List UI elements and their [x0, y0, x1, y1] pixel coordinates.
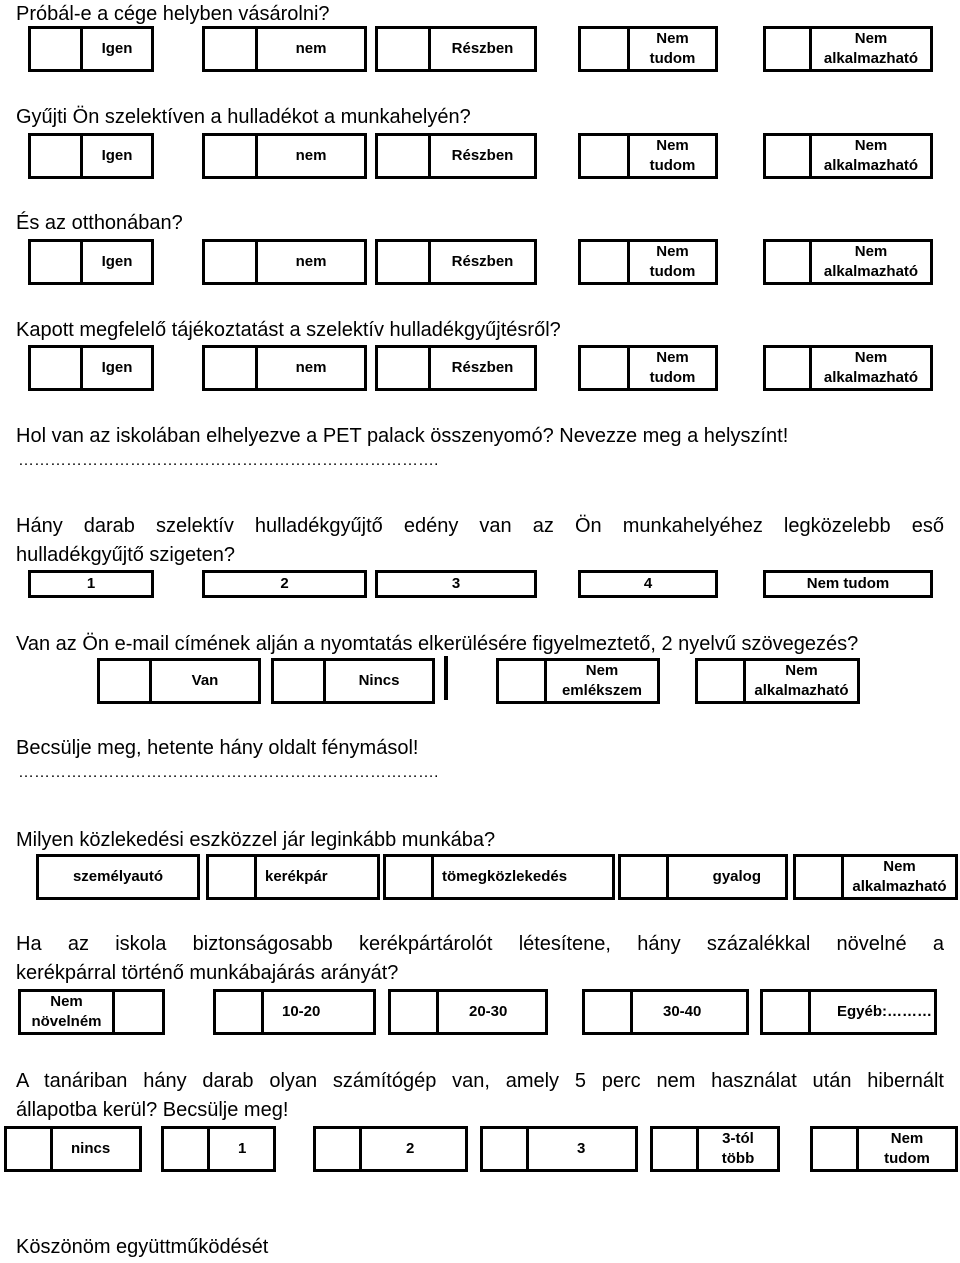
option-label: 20-30 [469, 1003, 508, 1020]
checkbox[interactable] [31, 348, 83, 388]
option-label: Van [191, 672, 219, 689]
checkbox[interactable] [766, 136, 812, 176]
option-nem-alkalmazhato[interactable] [763, 239, 933, 285]
question-9: Milyen közlekedési eszközzel jár leginkább munkába? [16, 829, 496, 851]
option-nem-tudom[interactable] [578, 133, 718, 179]
question-6-line-2: hulladékgyűjtő szigeten? [16, 544, 236, 566]
option-label: nincs [71, 1140, 111, 1157]
checkbox[interactable] [766, 348, 812, 388]
checkbox[interactable] [378, 242, 431, 282]
checkbox[interactable] [766, 29, 812, 69]
option-reszben[interactable] [375, 133, 537, 179]
option-label: Nem tudom [649, 30, 696, 67]
option-label: 10-20 [282, 1003, 321, 1020]
option-label: Nem tudom [884, 1130, 930, 1167]
option-nem-alkalmazhato[interactable] [793, 854, 958, 900]
option-tomegkozlekedes[interactable] [383, 854, 615, 900]
option-szemelyauto[interactable] [36, 854, 200, 900]
option-label: Nem tudom [806, 575, 890, 592]
option-igen[interactable] [28, 345, 154, 391]
option-1[interactable] [28, 570, 154, 598]
divider [444, 656, 448, 700]
question-8: Becsülje meg, hetente hány oldalt fénymásol! [16, 737, 419, 759]
checkbox[interactable] [621, 857, 669, 897]
option-egyeb[interactable] [760, 989, 937, 1035]
question-6-line-1: Hány darab szelektív hulladékgyűjtő edény van az Ön munkahelyéhez legközelebb eső [16, 515, 944, 537]
option-nem-tudom[interactable] [578, 26, 718, 72]
option-label: Igen [101, 359, 133, 376]
checkbox[interactable] [391, 992, 439, 1032]
question-2: Gyűjti Ön szelektíven a hulladékot a munkahelyén? [16, 106, 471, 128]
checkbox[interactable] [499, 661, 547, 701]
option-nem-tudom[interactable] [578, 239, 718, 285]
checkbox[interactable] [112, 992, 162, 1032]
checkbox[interactable] [585, 992, 633, 1032]
checkbox[interactable] [763, 992, 811, 1032]
option-igen[interactable] [28, 26, 154, 72]
option-2[interactable] [313, 1126, 468, 1172]
option-igen[interactable] [28, 239, 154, 285]
checkbox[interactable] [164, 1129, 210, 1169]
checkbox[interactable] [7, 1129, 53, 1169]
option-label: Részben [451, 40, 514, 57]
option-2[interactable] [202, 570, 367, 598]
option-label: nem [295, 147, 327, 164]
checkbox[interactable] [205, 29, 258, 69]
option-nem-alkalmazhato[interactable] [763, 133, 933, 179]
checkbox[interactable] [31, 29, 83, 69]
option-label: 3 [577, 1140, 586, 1157]
option-label: 1 [238, 1140, 247, 1157]
option-label: 4 [643, 575, 653, 592]
checkbox[interactable] [205, 136, 258, 176]
checkbox[interactable] [653, 1129, 699, 1169]
question-4: Kapott megfelelő tájékoztatást a szelektív hulladékgyűjtésről? [16, 319, 561, 341]
closing-text: Köszönöm együttműködését [16, 1236, 269, 1258]
option-label: kerékpár [265, 868, 328, 885]
checkbox[interactable] [581, 136, 630, 176]
answer-line[interactable]: ……………………………………………………………………. [18, 452, 439, 469]
option-nem-tudom[interactable] [578, 345, 718, 391]
option-label: Nem alkalmazható [823, 243, 919, 280]
checkbox[interactable] [378, 29, 431, 69]
option-label: 1 [86, 575, 96, 592]
option-label: Részben [451, 253, 514, 270]
option-3[interactable] [375, 570, 537, 598]
option-reszben[interactable] [375, 239, 537, 285]
question-1: Próbál-e a cége helyben vásárolni? [16, 3, 330, 25]
option-label: Nem alkalmazható [823, 137, 919, 174]
option-label: gyalog [712, 868, 761, 885]
checkbox[interactable] [274, 661, 326, 701]
checkbox[interactable] [581, 29, 630, 69]
checkbox[interactable] [386, 857, 434, 897]
checkbox[interactable] [581, 242, 630, 282]
option-label: Igen [101, 253, 133, 270]
checkbox[interactable] [378, 136, 431, 176]
option-nincs[interactable] [4, 1126, 142, 1172]
option-4[interactable] [578, 570, 718, 598]
option-reszben[interactable] [375, 26, 537, 72]
option-nem-novelnem[interactable] [18, 989, 165, 1035]
option-nem-alkalmazhato[interactable] [695, 658, 860, 704]
option-10-20[interactable] [213, 989, 376, 1035]
option-nem[interactable] [202, 26, 367, 72]
question-3: És az otthonában? [16, 212, 183, 234]
option-label: Nem tudom [649, 349, 696, 386]
option-nem-tudom[interactable] [810, 1126, 958, 1172]
option-3[interactable] [480, 1126, 638, 1172]
option-1[interactable] [161, 1126, 276, 1172]
checkbox[interactable] [205, 242, 258, 282]
checkbox[interactable] [216, 992, 264, 1032]
checkbox[interactable] [766, 242, 812, 282]
option-van[interactable] [97, 658, 261, 704]
checkbox[interactable] [698, 661, 746, 701]
option-label: Egyéb:……… [837, 1003, 933, 1020]
option-label: 3-tól több [721, 1130, 755, 1167]
option-nem-tudom[interactable] [763, 570, 933, 598]
option-nem-alkalmazhato[interactable] [763, 26, 933, 72]
option-nem-alkalmazhato[interactable] [763, 345, 933, 391]
option-label: 2 [280, 575, 289, 592]
option-label: tömegközlekedés [442, 868, 568, 885]
question-11-line-2: állapotba kerül? Becsülje meg! [16, 1099, 289, 1121]
option-label: Nem tudom [649, 243, 696, 280]
option-label: 2 [406, 1140, 415, 1157]
option-nem[interactable] [202, 345, 367, 391]
option-gyalog[interactable] [618, 854, 788, 900]
question-10-line-1: Ha az iskola biztonságosabb kerékpártárolót létesítene, hány százalékkal növelné a [16, 933, 944, 955]
checkbox[interactable] [483, 1129, 529, 1169]
question-11-line-1: A tanáriban hány darab olyan számítógép van, amely 5 perc nem használat után hibernált [16, 1070, 944, 1092]
option-nem[interactable] [202, 133, 367, 179]
checkbox[interactable] [205, 348, 258, 388]
option-label: nem [295, 253, 327, 270]
question-10-line-2: kerékpárral történő munkábajárás arányát? [16, 962, 399, 984]
checkbox[interactable] [100, 661, 152, 701]
checkbox[interactable] [378, 348, 431, 388]
option-30-40[interactable] [582, 989, 749, 1035]
option-label: személyautó [72, 868, 164, 885]
option-label: Részben [451, 359, 514, 376]
option-nem-emlekszem[interactable] [496, 658, 660, 704]
checkbox[interactable] [316, 1129, 362, 1169]
checkbox[interactable] [581, 348, 630, 388]
option-label: Részben [451, 147, 514, 164]
option-label: Nem alkalmazható [852, 858, 947, 895]
option-20-30[interactable] [388, 989, 548, 1035]
option-label: Nem növelném [31, 993, 102, 1030]
option-reszben[interactable] [375, 345, 537, 391]
question-7: Van az Ön e-mail címének alján a nyomtatás elkerülésére figyelmeztető, 2 nyelvű szövegezés? [16, 633, 859, 655]
option-igen[interactable] [28, 133, 154, 179]
option-label: Nem tudom [649, 137, 696, 174]
checkbox[interactable] [31, 136, 83, 176]
checkbox[interactable] [796, 857, 844, 897]
question-5: Hol van az iskolában elhelyezve a PET palack összenyomó? Nevezze meg a helyszínt! [16, 425, 789, 447]
answer-line[interactable]: ……………………………………………………………………. [18, 764, 439, 781]
option-label: nem [295, 40, 327, 57]
option-label: Nem alkalmazható [754, 662, 849, 699]
option-nem[interactable] [202, 239, 367, 285]
option-label: Igen [101, 147, 133, 164]
option-label: 30-40 [663, 1003, 702, 1020]
option-label: Nem alkalmazható [823, 349, 919, 386]
option-3-tol-tobb[interactable] [650, 1126, 780, 1172]
option-label: Nincs [358, 672, 400, 689]
option-nincs[interactable] [271, 658, 435, 704]
checkbox[interactable] [31, 242, 83, 282]
option-label: nem [295, 359, 327, 376]
option-label: Igen [101, 40, 133, 57]
option-kerekpar[interactable] [206, 854, 380, 900]
option-label: Nem alkalmazható [823, 30, 919, 67]
checkbox[interactable] [209, 857, 257, 897]
option-label: 3 [451, 575, 461, 592]
checkbox[interactable] [813, 1129, 859, 1169]
option-label: Nem emlékszem [561, 662, 643, 699]
